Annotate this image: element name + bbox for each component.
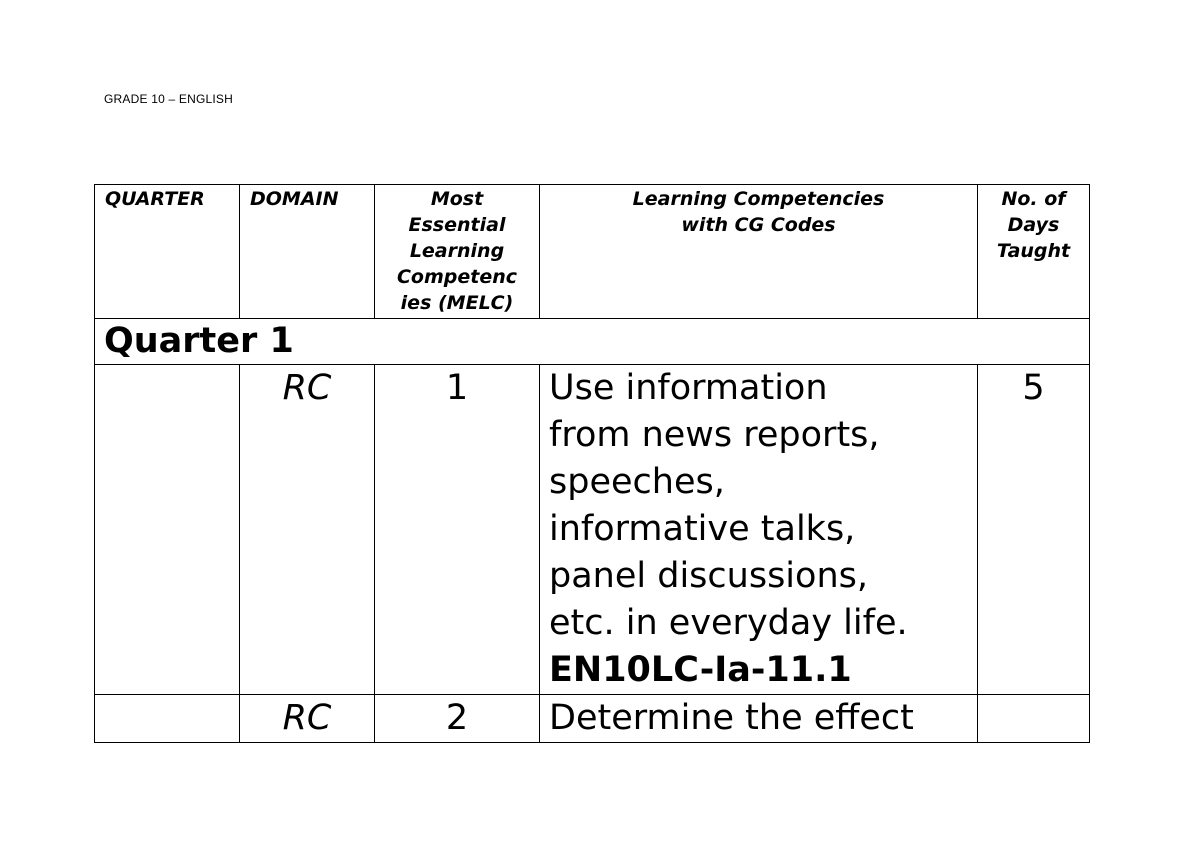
document-header: GRADE 10 – ENGLISH xyxy=(104,92,233,106)
competency-cell xyxy=(540,365,978,695)
melc-number-cell: 2 xyxy=(375,695,540,743)
melc-table xyxy=(94,184,1090,743)
days-cell: 5 xyxy=(978,365,1090,695)
column-header-competencies: Learning Competencies with CG Codes xyxy=(540,185,978,319)
competency-line: Determine the effect xyxy=(549,698,914,738)
competency-cell xyxy=(540,695,978,743)
column-header-quarter: QUARTER xyxy=(95,185,240,319)
table-header-row xyxy=(95,185,1090,319)
column-header-domain: DOMAIN xyxy=(240,185,375,319)
table-row xyxy=(95,365,1090,695)
cg-code: EN10LC-Ia-11.1 xyxy=(549,650,852,690)
domain-cell: RC xyxy=(240,365,375,695)
competency-line: etc. in everyday life. xyxy=(549,603,908,643)
column-header-melc: Most Essential Learning Competenc ies (MELC) xyxy=(375,185,540,319)
quarter-label: Quarter 1 xyxy=(95,319,1090,365)
days-cell xyxy=(978,695,1090,743)
quarter-cell xyxy=(95,695,240,743)
competency-line: speeches, xyxy=(549,462,725,502)
quarter-cell xyxy=(95,365,240,695)
competency-line: from news reports, xyxy=(549,415,880,455)
quarter-row xyxy=(95,319,1090,365)
column-header-days: No. of Days Taught xyxy=(978,185,1090,319)
competency-line: panel discussions, xyxy=(549,556,868,596)
domain-cell: RC xyxy=(240,695,375,743)
competency-line: informative talks, xyxy=(549,509,856,549)
competency-line: Use information xyxy=(549,368,828,408)
melc-number-cell: 1 xyxy=(375,365,540,695)
table-row xyxy=(95,695,1090,743)
